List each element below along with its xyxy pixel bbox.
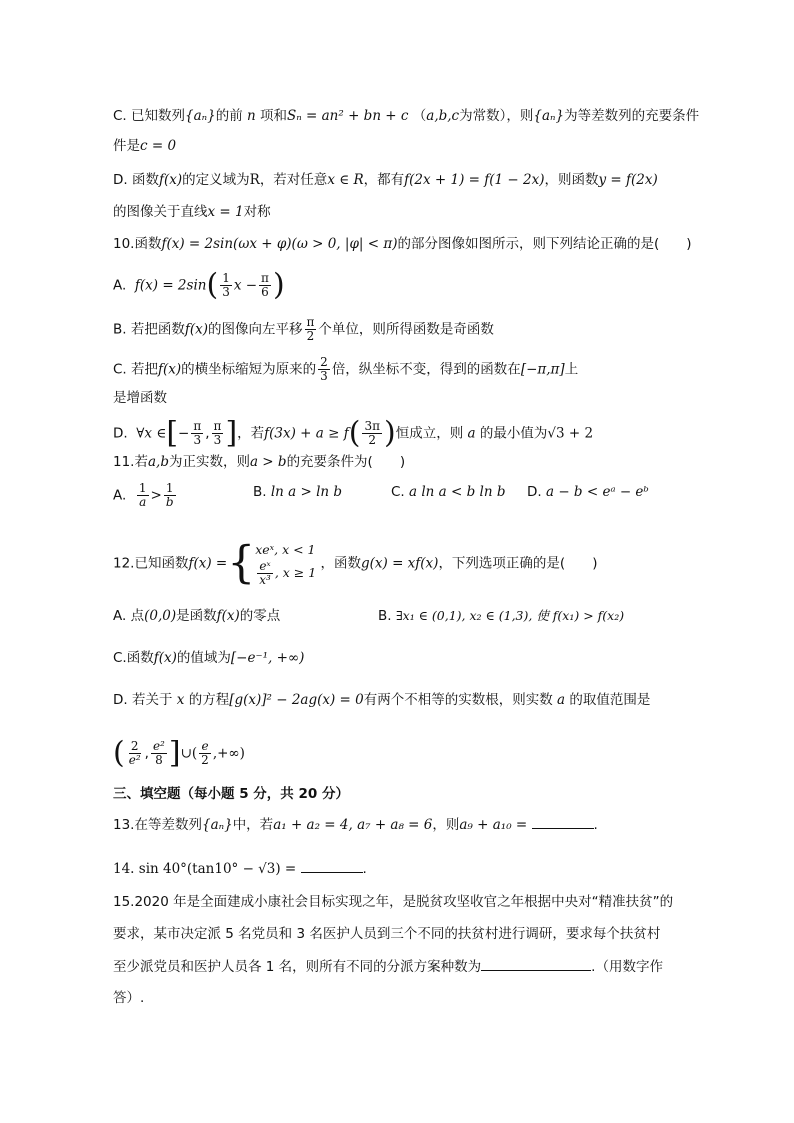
q11-stem: 11.若a,b为正实数，则a > b的充要条件为( )	[113, 454, 406, 470]
fraction: $\frac{\pi}{3}$	[193, 419, 202, 447]
q12-stem: 12.已知函数f(x) ={ xeˣ, x < 1 $\frac{\text{eˣ}}{\text{x³}}$ , x ≥ 1 ，函数g(x) = xf(x)，下列选项正确的是( )	[113, 537, 598, 589]
fraction: $\frac{e}{2}$	[201, 739, 209, 767]
q12-option-a: A. 点(0,0)是函数f(x)的零点	[113, 608, 281, 624]
q12-option-d-line1: D. 若关于 x 的方程[g(x)]² − 2ag(x) = 0有两个不相等的实数根，则实数 a 的取值范围是	[113, 692, 651, 708]
answer-blank[interactable]	[301, 858, 363, 873]
q10-option-b: B. 若把函数f(x)的图像向左平移 $\frac{\pi}{2}$ 个单位，则所得函数是奇函数	[113, 315, 494, 343]
fraction: $\frac{\pi}{6}$	[261, 271, 269, 299]
q14: 14. sin 40°(tan10° − √3) = .	[113, 858, 367, 879]
q11-option-a: A. $\frac{1}{a}$ > $\frac{1}{b}$	[113, 481, 174, 509]
q12-option-b: B. ∃x₁ ∈ (0,1), x₂ ∈ (1,3), 使 f(x₁) > f(x₂)	[378, 608, 625, 624]
q9-option-d-line2: 的图像关于直线x = 1对称	[113, 204, 271, 220]
q11-option-c: C. a ln a < b ln b	[391, 484, 506, 500]
q12-option-c: C.函数f(x)的值域为[−e⁻¹, +∞)	[113, 650, 305, 666]
q10-option-d: D. ∀x ∈[− $\frac{\pi}{3}$ , $\frac{\pi}{3}$ ]，若f(3x) + a ≥ f( $\frac{3\pi}{2}$ )恒成立，则 a 的最小值为√3 + 2	[113, 415, 594, 451]
q9-option-c-line2: 件是c = 0	[113, 138, 177, 154]
q11-option-b: B. ln a > ln b	[253, 484, 343, 500]
q15-line4: 答）.	[113, 990, 145, 1006]
q15-line2: 要求，某市决定派 5 名党员和 3 名医护人员到三个不同的扶贫村进行调研，要求每个扶贫村	[113, 926, 661, 942]
answer-blank[interactable]	[532, 814, 594, 829]
q15-line3: 至少派党员和医护人员各 1 名，则所有不同的分派方案种数为 .（用数字作	[113, 956, 663, 977]
fraction: $\frac{2}{3}$	[320, 355, 328, 383]
q9-option-c-line1: C. 已知数列{aₙ}的前 n 项和Sₙ = an² + bn + c （a,b,c为常数），则{aₙ}为等差数列的充要条件	[113, 108, 700, 124]
q15-line1: 15.2020 年是全面建成小康社会目标实现之年，是脱贫攻坚收官之年根据中央对“精准扶贫”的	[113, 894, 674, 910]
fraction: $\frac{1}{3}$	[222, 271, 230, 299]
section-3-title: 三、填空题（每小题 5 分，共 20 分）	[113, 786, 349, 802]
q13: 13.在等差数列{aₙ}中，若a₁ + a₂ = 4, a₇ + a₈ = 6，则a₉ + a₁₀ = .	[113, 814, 598, 835]
fraction: $\frac{\text{e²}}{8}$	[152, 739, 165, 767]
q10-stem: 10.函数f(x) = 2sin(ωx + φ)(ω > 0, |φ| < π)的部分图像如图所示，则下列结论正确的是( )	[113, 236, 692, 252]
q10-option-c-line1: C. 若把f(x)的横坐标缩短为原来的 $\frac{2}{3}$ 倍，纵坐标不变，得到的函数在[−π,π]上	[113, 355, 579, 383]
fraction: $\frac{1}{a}$	[138, 481, 147, 509]
fraction: $\frac{1}{b}$	[165, 481, 174, 509]
q11-option-d: D. a − b < eᵃ − eᵇ	[527, 484, 649, 500]
q9-option-d-line1: D. 函数f(x)的定义域为R，若对任意x ∈ R，都有f(2x + 1) = f(1 − 2x)，则函数y = f(2x)	[113, 172, 658, 188]
q10-option-c-line2: 是增函数	[113, 390, 167, 406]
answer-blank[interactable]	[481, 956, 591, 971]
fraction: $\frac{2}{\text{e²}}$	[128, 739, 141, 767]
fraction: $\frac{\pi}{2}$	[306, 315, 315, 343]
q10-option-a: A. f(x) = 2sin( $\frac{1}{3}$ x − $\frac{\pi}{6}$ )	[113, 267, 285, 303]
fraction: $\frac{\pi}{3}$	[213, 419, 222, 447]
piecewise-cases: xeˣ, x < 1 $\frac{\text{eˣ}}{\text{x³}}$ , x ≥ 1	[255, 542, 317, 587]
fraction: $\frac{3\pi}{2}$	[364, 419, 380, 447]
q12-option-d-line2: ( $\frac{2}{\text{e²}}$ , $\frac{\text{e²}}{8}$ ]∪( $\frac{e}{2}$ ,+∞)	[113, 735, 245, 771]
